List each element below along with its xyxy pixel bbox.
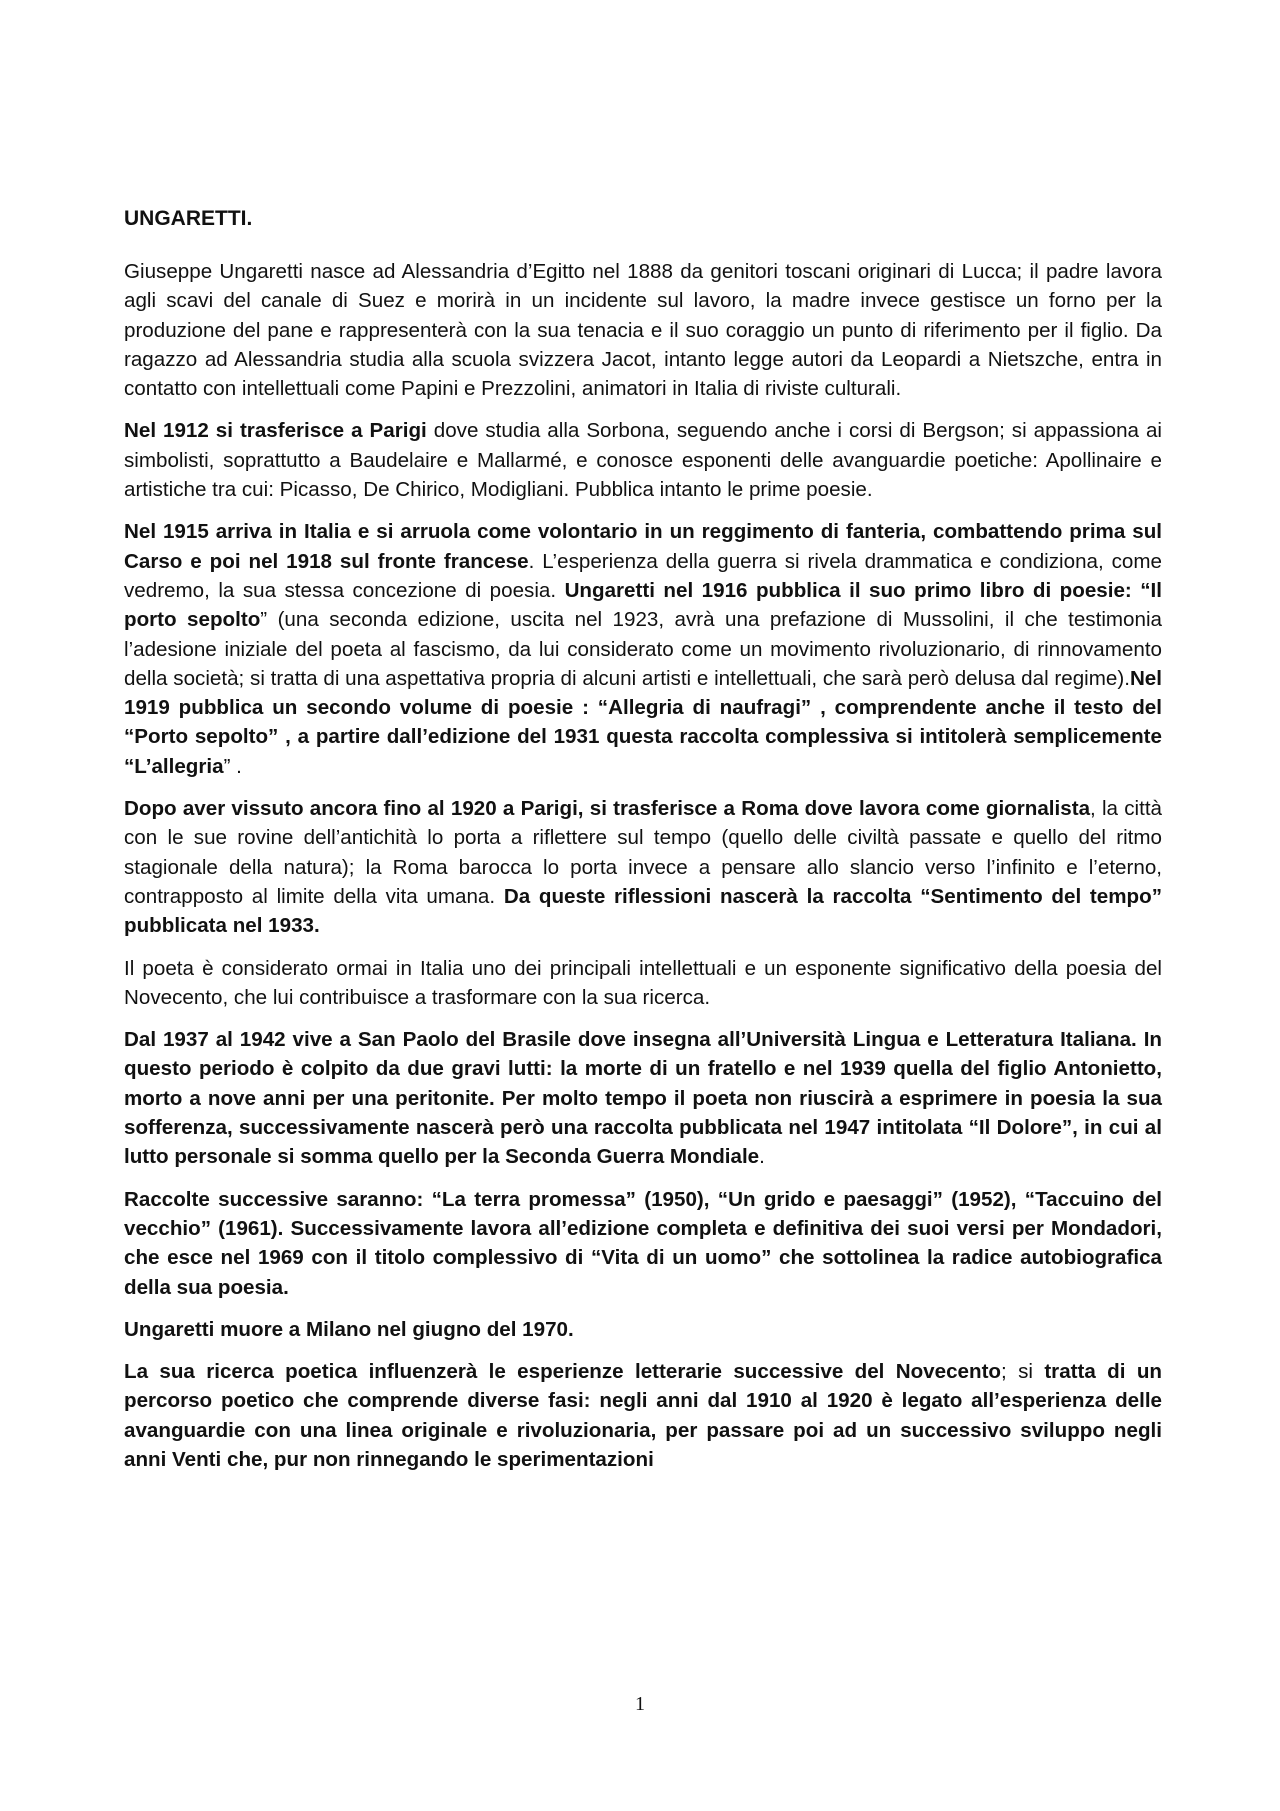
- paragraph: [124, 416, 1162, 504]
- text-run: dove studia alla Sorbona, seguendo anche i corsi di Bergson; si appassiona ai simbolisti, soprattutto a Baudelaire e Mallarmé, e conosce esponenti delle avanguardie poetiche: Apollinaire e artistiche tra cui: Picasso, De Chirico, Modigliani. Pubblica intanto le prime poesie.: [124, 419, 1162, 502]
- document-body: [124, 257, 1162, 1474]
- text-run: , la città con le sue rovine dell’antichità lo porta a riflettere sul tempo (quello delle civiltà passate e quello del ritmo stagionale della natura); la Roma barocca lo porta invece a pensare allo slancio verso l’infinito e l’eterno, contrapposto al limite della vita umana.: [124, 797, 1162, 908]
- paragraph: [124, 1025, 1162, 1171]
- bold-text-run: Da queste riflessioni nascerà la raccolta “Sentimento del tempo” pubblicata nel 1933.: [124, 884, 1162, 938]
- text-run: . L’esperienza della guerra si rivela drammatica e condiziona, come vedremo, la sua stessa concezione di poesia.: [124, 549, 1162, 602]
- bold-text-run: Raccolte successive saranno: “La terra promessa” (1950), “Un grido e paesaggi” (1952), “Taccuino del vecchio” (1961). Successivamente lavora all’edizione completa e definitiva dei suoi versi per Mondadori, che esce nel 1969 con il titolo complessivo di “Vita di un uomo” che sottolinea la radice autobiografica della sua poesia.: [124, 1187, 1162, 1299]
- bold-text-run: tratta di un percorso poetico che comprende diverse fasi: negli anni dal 1910 al 1920 è legato all’esperienza delle avanguardie con una linea originale e rivoluzionaria, per passare poi ad un successivo sviluppo negli anni Venti che, pur non rinnegando le sperimentazioni: [124, 1360, 1162, 1471]
- text-run: ” .: [223, 754, 242, 778]
- paragraph: [124, 1185, 1162, 1302]
- paragraph: [124, 1315, 1162, 1344]
- text-run: ; si: [1001, 1360, 1045, 1384]
- paragraph: [124, 517, 1162, 781]
- bold-text-run: Ungaretti muore a Milano nel giugno del 1970.: [124, 1317, 574, 1341]
- page-number: 1: [635, 1693, 645, 1715]
- document-title: UNGARETTI.: [124, 207, 253, 230]
- text-run: ” (una seconda edizione, uscita nel 1923, avrà una prefazione di Mussolini, il che testimonia l’adesione iniziale del poeta al fascismo, da lui considerato come un movimento rivoluzionario, di rinnovamento della società; si tratta di una aspettativa propria di alcuni artisti e intellettuali, che sarà però delusa dal regime).: [124, 608, 1162, 690]
- text-run: .: [759, 1145, 765, 1169]
- bold-text-run: Nel 1915 arriva in Italia e si arruola come volontario in un reggimento di fanteria, combattendo prima sul Carso e poi nel 1918 sul fronte francese: [124, 520, 1162, 573]
- text-run: Giuseppe Ungaretti nasce ad Alessandria d’Egitto nel 1888 da genitori toscani originari di Lucca; il padre lavora agli scavi del canale di Suez e morirà in un incidente sul lavoro, la madre invece gestisce un forno per la produzione del pane e rappresenterà con la sua tenacia e il suo coraggio un punto di riferimento per il figlio. Da ragazzo ad Alessandria studia alla scuola svizzera Jacot, intanto legge autori da Leopardi a Nietszche, entra in contatto con intellettuali come Papini e Prezzolini, animatori in Italia di riviste culturali.: [124, 260, 1162, 401]
- paragraph: [124, 257, 1162, 403]
- bold-text-run: Nel 1912 si trasferisce a Parigi: [124, 419, 427, 443]
- bold-text-run: Dopo aver vissuto ancora fino al 1920 a Parigi, si trasferisce a Roma dove lavora come giornalista: [124, 797, 1091, 821]
- bold-text-run: Ungaretti nel 1916 pubblica il suo primo libro di poesie: “Il porto sepolto: [124, 578, 1162, 632]
- bold-text-run: Dal 1937 al 1942 vive a San Paolo del Brasile dove insegna all’Università Lingua e Letteratura Italiana. In questo periodo è colpito da due gravi lutti: la morte di un fratello e nel 1939 quella del figlio Antonietto, morto a nove anni per una peritonite. Per molto tempo il poeta non riuscirà a esprimere in poesia la sua sofferenza, successivamente nascerà però una raccolta pubblicata nel 1947 intitolata “Il Dolore”, in cui al lutto personale si somma quello per la Seconda Guerra Mondiale: [124, 1028, 1162, 1169]
- bold-text-run: La sua ricerca poetica influenzerà le esperienze letterarie successive del Novecento: [124, 1360, 1002, 1384]
- paragraph: [124, 1357, 1162, 1474]
- bold-text-run: Nel 1919 pubblica un secondo volume di poesie : “Allegria di naufragi” , comprendente anche il testo del “Porto sepolto” , a partire dall’edizione del 1931 questa raccolta complessiva si intitolerà semplicemente “L’allegria: [124, 666, 1162, 778]
- document-page: [124, 204, 1162, 1487]
- paragraph: [124, 954, 1162, 1013]
- text-run: Il poeta è considerato ormai in Italia uno dei principali intellettuali e un esponente significativo della poesia del Novecento, che lui contribuisce a trasformare con la sua ricerca.: [124, 956, 1162, 1009]
- paragraph: [124, 794, 1162, 940]
